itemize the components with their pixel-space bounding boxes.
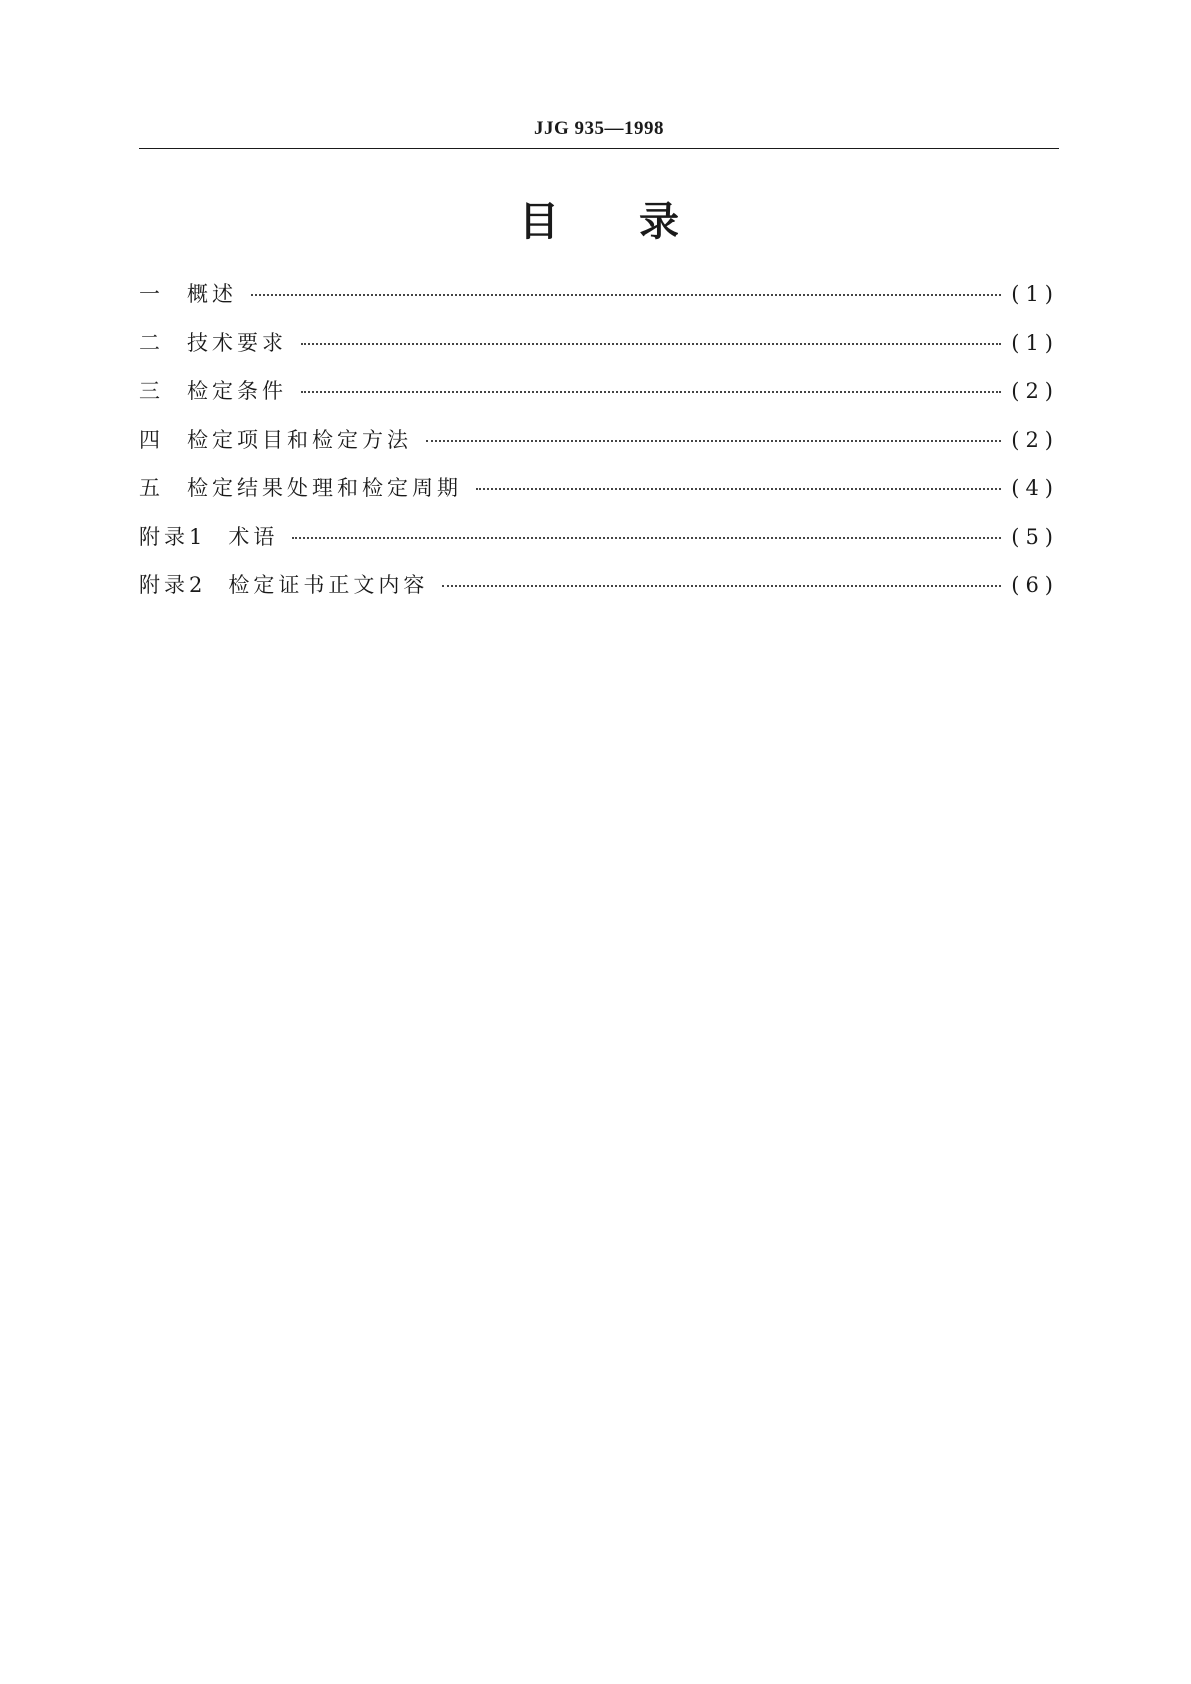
toc-entry-title: 概述	[187, 282, 237, 306]
toc-entry-number: 三	[139, 379, 164, 403]
toc-leader-dots	[301, 343, 1001, 345]
toc-entry-number: 五	[139, 476, 164, 500]
toc-entry-page: (4)	[1011, 476, 1059, 500]
toc-entry-verification-conditions[interactable]	[139, 375, 1059, 424]
toc-entry-appendix-2[interactable]	[139, 569, 1059, 618]
toc-entry-title: 检定条件	[187, 379, 287, 403]
page-title-char-2: 录	[639, 199, 679, 245]
header-rule	[139, 148, 1059, 149]
page-title	[139, 198, 1059, 246]
toc-entry-page: (5)	[1011, 524, 1059, 549]
toc-entry-number: 一	[139, 282, 164, 306]
page-title-char-1: 目	[519, 199, 559, 245]
toc-entry-number: 四	[139, 427, 164, 452]
toc-leader-dots	[476, 488, 1001, 490]
table-of-contents	[139, 278, 1059, 618]
toc-entry-appendix-1[interactable]	[139, 521, 1059, 570]
toc-entry-title: 术语	[228, 524, 279, 549]
toc-entry-number: 二	[139, 330, 164, 355]
running-header: JJG 935—1998	[533, 118, 665, 139]
toc-entry-number: 附录2	[139, 573, 207, 597]
toc-leader-dots	[426, 440, 1001, 442]
toc-leader-dots	[251, 294, 1001, 296]
toc-entry-verification-items-methods[interactable]	[139, 424, 1059, 473]
toc-entry-page: (2)	[1011, 427, 1059, 452]
toc-entry-technical-requirements[interactable]	[139, 327, 1059, 376]
toc-entry-page: (6)	[1011, 573, 1059, 597]
toc-entry-results-and-period[interactable]	[139, 472, 1059, 521]
toc-leader-dots	[301, 391, 1001, 393]
toc-leader-dots	[292, 537, 1001, 539]
toc-entry-page: (2)	[1011, 379, 1059, 403]
toc-entry-page: (1)	[1011, 330, 1059, 355]
toc-entry-page: (1)	[1011, 282, 1059, 306]
toc-entry-title: 技术要求	[187, 330, 287, 355]
toc-leader-dots	[442, 585, 1001, 587]
toc-entry-overview[interactable]	[139, 278, 1059, 327]
toc-entry-title: 检定结果处理和检定周期	[187, 476, 462, 500]
toc-entry-title: 检定项目和检定方法	[187, 427, 412, 452]
toc-entry-number: 附录1	[139, 524, 207, 549]
toc-entry-title: 检定证书正文内容	[228, 573, 429, 597]
